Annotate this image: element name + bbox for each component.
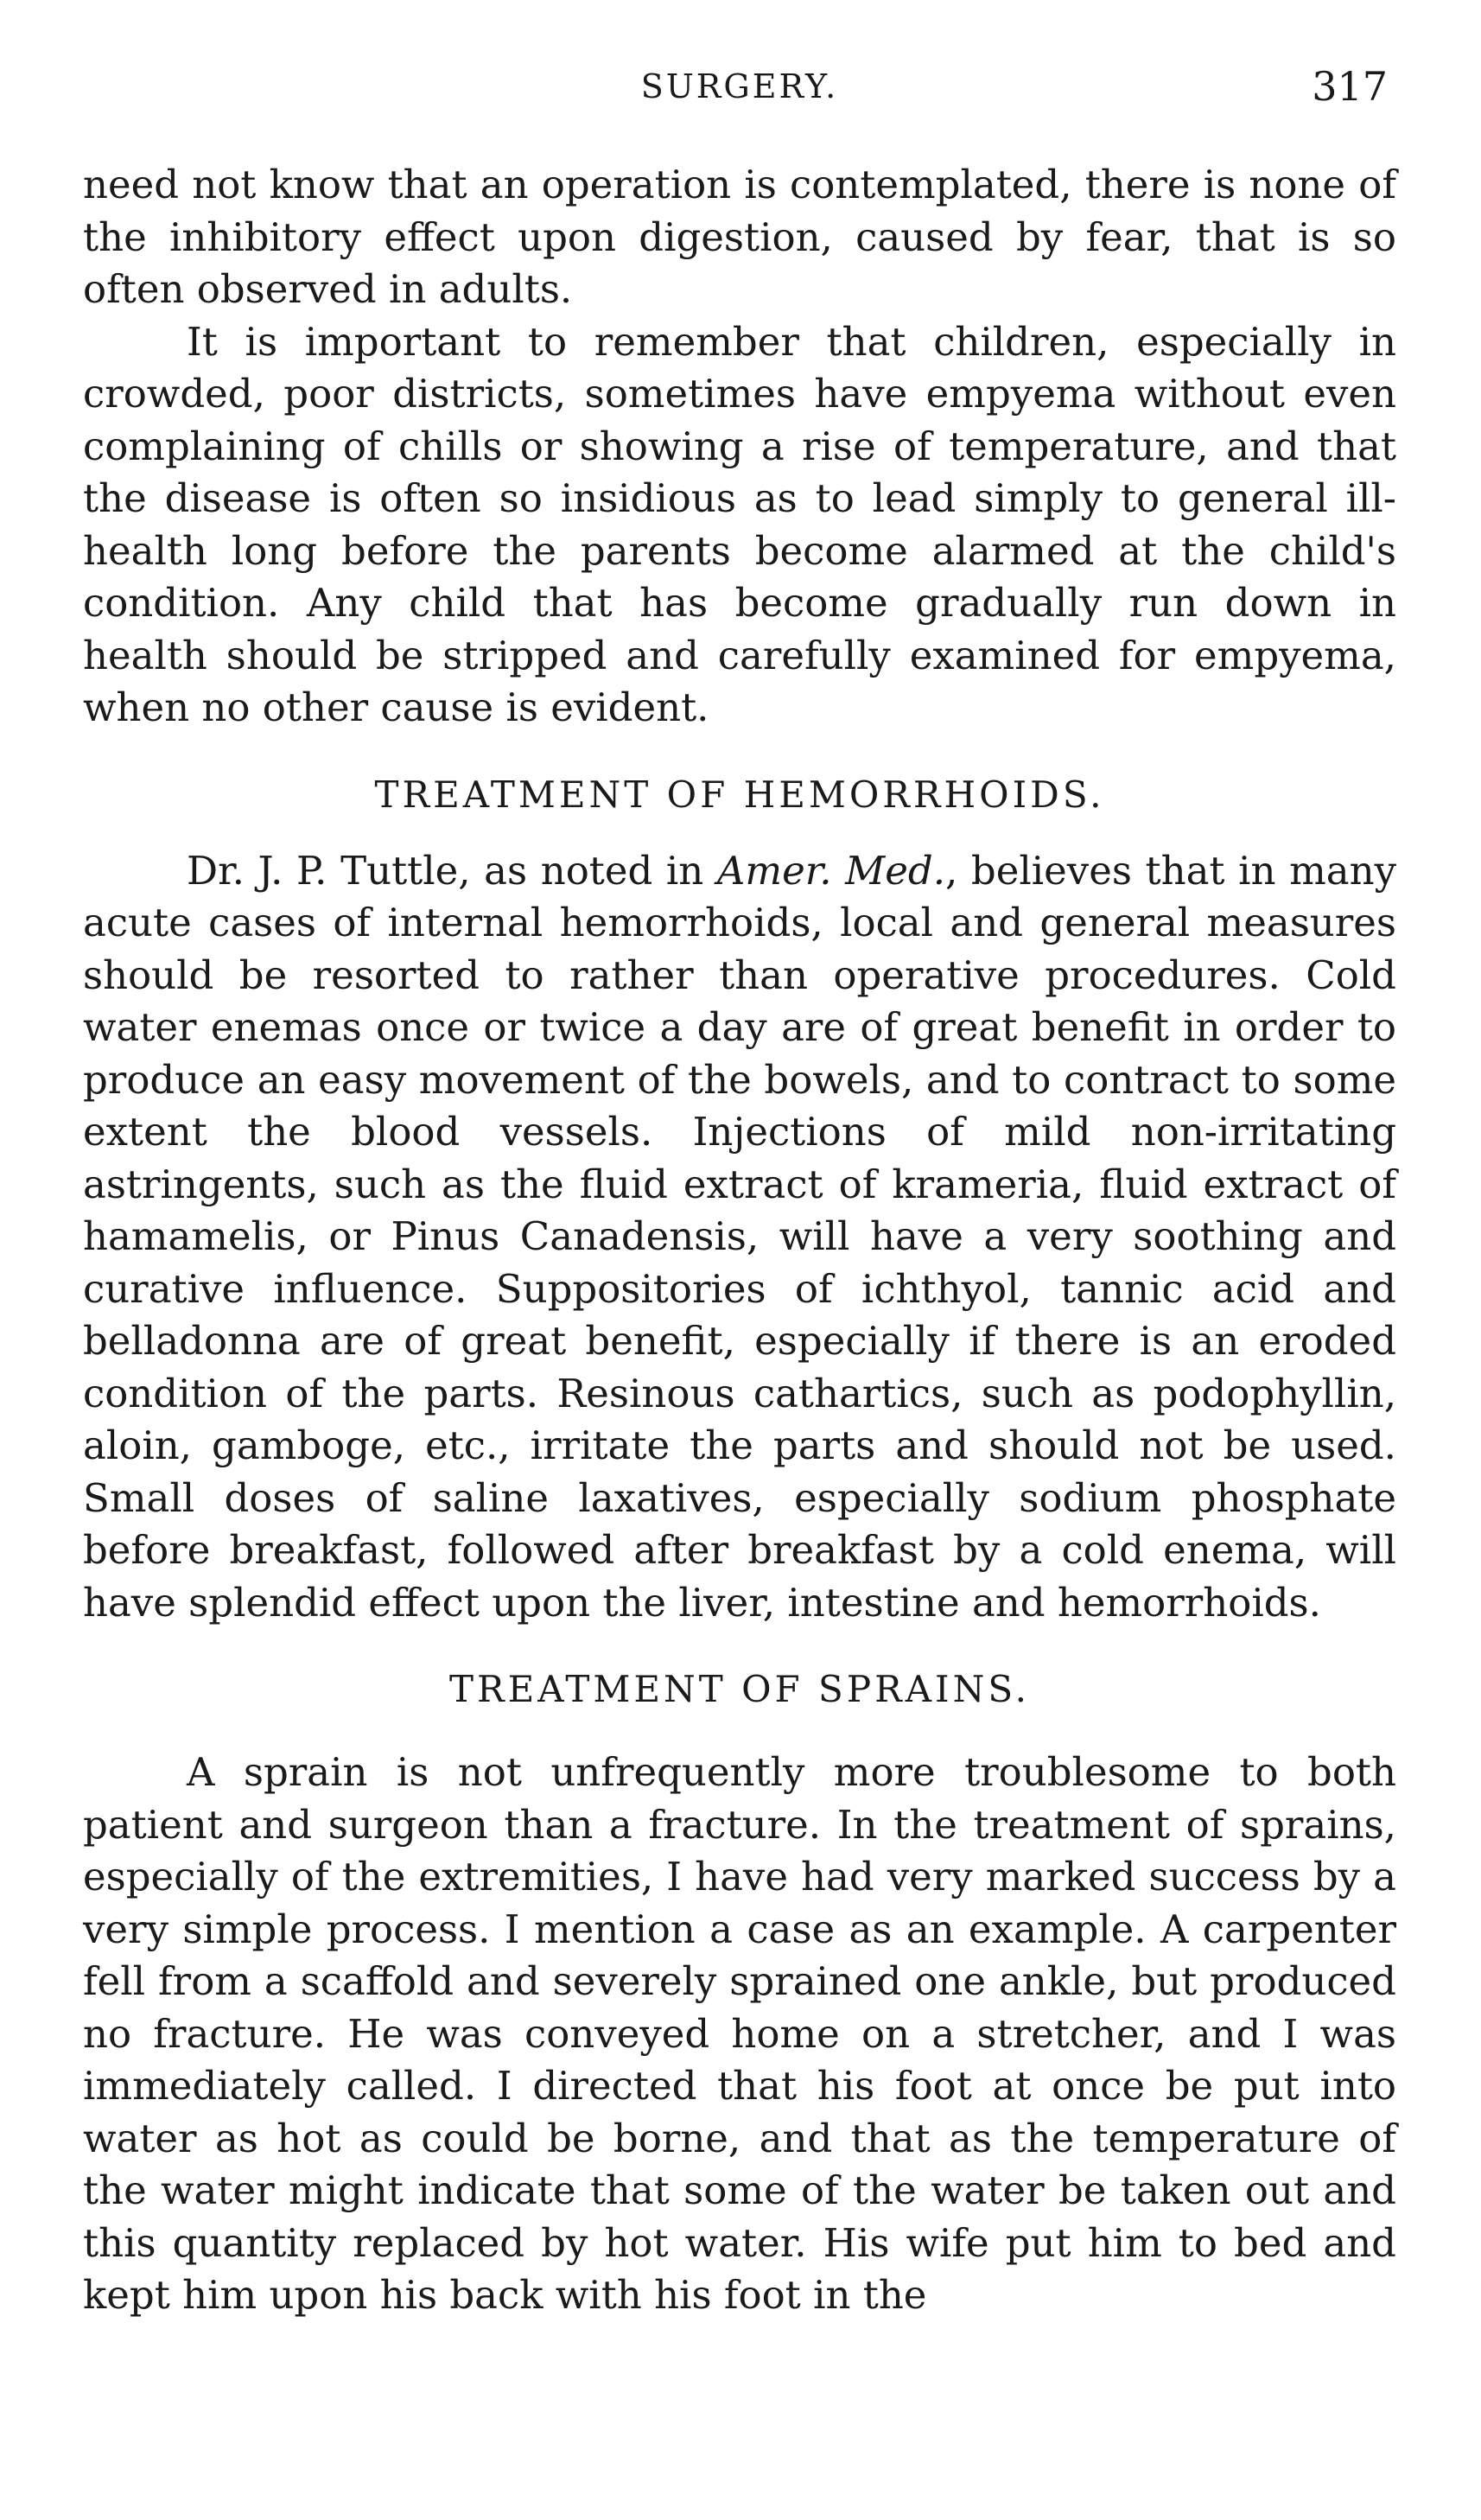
- paragraph-hemorrhoids-body: , believes that in many acute cases of internal hemorrhoids, local and general measures should be resorted to rather than operative procedures. Cold water enemas once or twice a day are of great benefit in order to produce an easy movement of the bowels, and to contract to some extent the blood vessels. Injections of mild non-irritating astringents, such as the fluid extract of krameria, fluid extract of hamamelis, or Pinus Canadensis, will have a very soothing and curative influence. Suppositories of ichthyol, tannic acid and belladonna are of great benefit, especially if there is an eroded condition of the parts. Resinous cathartics, such as podophyllin, aloin, gamboge, etc., irritate the parts and should not be used. Small doses of saline laxatives, especially sodium phosphate before breakfast, followed after breakfast by a cold enema, will have splendid effect upon the liver, intestine and hemorrhoids.: [83, 847, 1397, 1626]
- journal-citation: Amer. Med.: [716, 847, 946, 894]
- paragraph-sprains: A sprain is not unfrequently more troublesome to both patient and surgeon than a fracture. In the treatment of sprains, especially of the extremities, I have had very marked success by a very simple process. I mention a case as an example. A carpenter fell from a scaffold and severely sprained one ankle, but produced no fracture. He was conveyed home on a stretcher, and I was immediately called. I directed that his foot at once be put into water as hot as could be borne, and that as the temperature of the water might indicate that some of the water be taken out and this quantity replaced by hot water. His wife put him to bed and kept him upon his back with his foot in the: [83, 1749, 1396, 2318]
- page-number: 317: [1312, 63, 1388, 110]
- body-text: [83, 159, 1396, 2322]
- paragraph-continued: need not know that an operation is contemplated, there is none of the inhibitory effect upon digestion, caused by fear, that is so often observed in adults.: [83, 162, 1396, 312]
- section-heading-sprains: TREATMENT OF SPRAINS.: [449, 1668, 1030, 1710]
- paragraph-hemorrhoids-lead: Dr. J. P. Tuttle, as noted in: [187, 847, 717, 894]
- paragraph-empyema: It is important to remember that children, especially in crowded, poor districts, sometimes have empyema without even complaining of chills or showing a rise of temperature, and that the disease is often so insidious as to lead simply to general ill-health long before the parents become alarmed at the child's condition. Any child that has become gradually run down in health should be stripped and carefully examined for empyema, when no other cause is evident.: [83, 318, 1396, 730]
- section-heading-hemorrhoids: TREATMENT OF HEMORRHOIDS.: [374, 773, 1105, 816]
- paragraph-hemorrhoids: [83, 845, 1396, 1630]
- running-title: SURGERY.: [640, 67, 839, 105]
- running-head: [83, 60, 1396, 112]
